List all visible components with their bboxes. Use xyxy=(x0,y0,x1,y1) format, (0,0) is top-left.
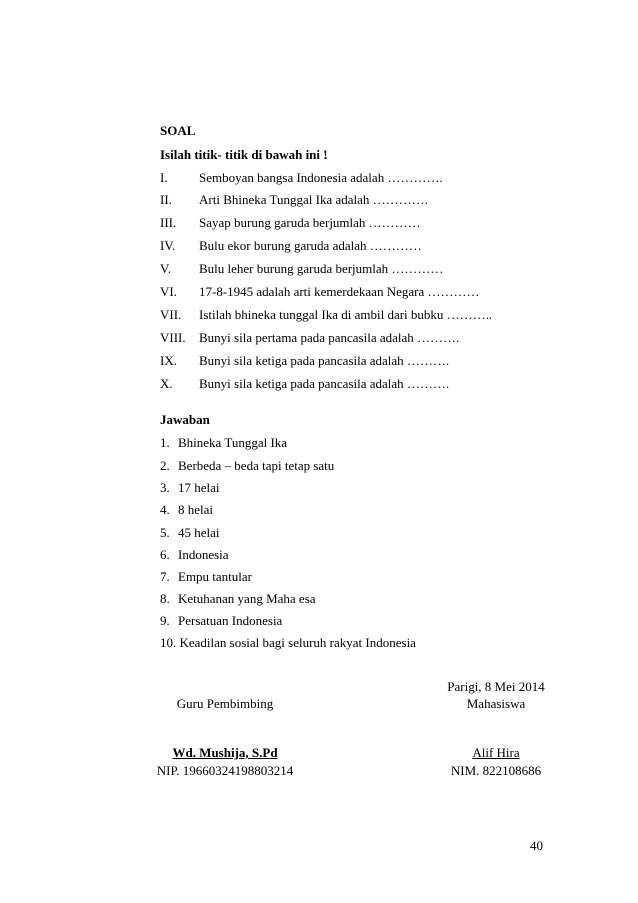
right-signatory-name: Alif Hira xyxy=(472,745,520,760)
question-number: VIII. xyxy=(160,330,186,345)
question-text: 17-8-1945 adalah arti kemerdekaan Negara ………… xyxy=(199,284,480,299)
question-text: Arti Bhineka Tunggal Ika adalah …………. xyxy=(199,192,428,207)
question-number: II. xyxy=(160,192,172,207)
answer-number: 6. xyxy=(160,547,170,562)
answer-number: 7. xyxy=(160,569,170,584)
question-text: Bulu ekor burung garuda adalah ………… xyxy=(199,238,422,253)
instruction-text: Isilah titik- titik di bawah ini ! xyxy=(160,147,328,162)
answer-text: 10. Keadilan sosial bagi seluruh rakyat Indonesia xyxy=(160,635,416,650)
answer-text: Ketuhanan yang Maha esa xyxy=(178,591,316,606)
question-text: Bunyi sila pertama pada pancasila adalah ………. xyxy=(199,330,460,345)
place-date: Parigi, 8 Mei 2014 xyxy=(447,679,545,694)
answer-text: Persatuan Indonesia xyxy=(178,613,283,628)
question-text: Istilah bhineka tunggal Ika di ambil dari bubku ……….. xyxy=(199,307,493,322)
question-number: VII. xyxy=(160,307,182,322)
answer-number: 2. xyxy=(160,458,170,473)
soal-heading: SOAL xyxy=(160,123,196,138)
question-number: IV. xyxy=(160,238,176,253)
jawaban-heading: Jawaban xyxy=(160,412,210,427)
answer-number: 3. xyxy=(160,480,170,495)
question-text: Semboyan bangsa Indonesia adalah …………. xyxy=(199,170,443,185)
question-text: Sayap burung garuda berjumlah ………… xyxy=(199,215,421,230)
answer-text: Empu tantular xyxy=(178,569,253,584)
question-number: IX. xyxy=(160,353,177,368)
answer-number: 4. xyxy=(160,502,170,517)
answer-text: Berbeda – beda tapi tetap satu xyxy=(178,458,335,473)
question-number: VI. xyxy=(160,284,177,299)
answer-text: Indonesia xyxy=(178,547,229,562)
answer-number: 5. xyxy=(160,525,170,540)
answer-text: 8 helai xyxy=(178,502,214,517)
answer-number: 9. xyxy=(160,613,170,628)
answer-number: 1. xyxy=(160,435,170,450)
left-signatory-name: Wd. Mushija, S.Pd xyxy=(172,745,278,760)
question-number: X. xyxy=(160,376,173,391)
question-text: Bulu leher burung garuda berjumlah ………… xyxy=(199,261,444,276)
question-text: Bunyi sila ketiga pada pancasila adalah ………. xyxy=(199,353,450,368)
right-signatory-role: Mahasiswa xyxy=(466,696,526,711)
question-number: I. xyxy=(160,170,168,185)
answer-number: 8. xyxy=(160,591,170,606)
answer-text: Bhineka Tunggal Ika xyxy=(178,435,288,450)
left-signatory-role: Guru Pembimbing xyxy=(176,696,274,711)
page-number: 40 xyxy=(530,838,543,853)
question-text: Bunyi sila ketiga pada pancasila adalah ………. xyxy=(199,376,450,391)
answer-text: 17 helai xyxy=(178,480,220,495)
answer-text: 45 helai xyxy=(178,525,220,540)
question-number: V. xyxy=(160,261,171,276)
question-number: III. xyxy=(160,215,177,230)
right-signatory-nim: NIM. 822108686 xyxy=(450,763,542,778)
left-signatory-nip: NIP. 19660324198803214 xyxy=(156,763,294,778)
